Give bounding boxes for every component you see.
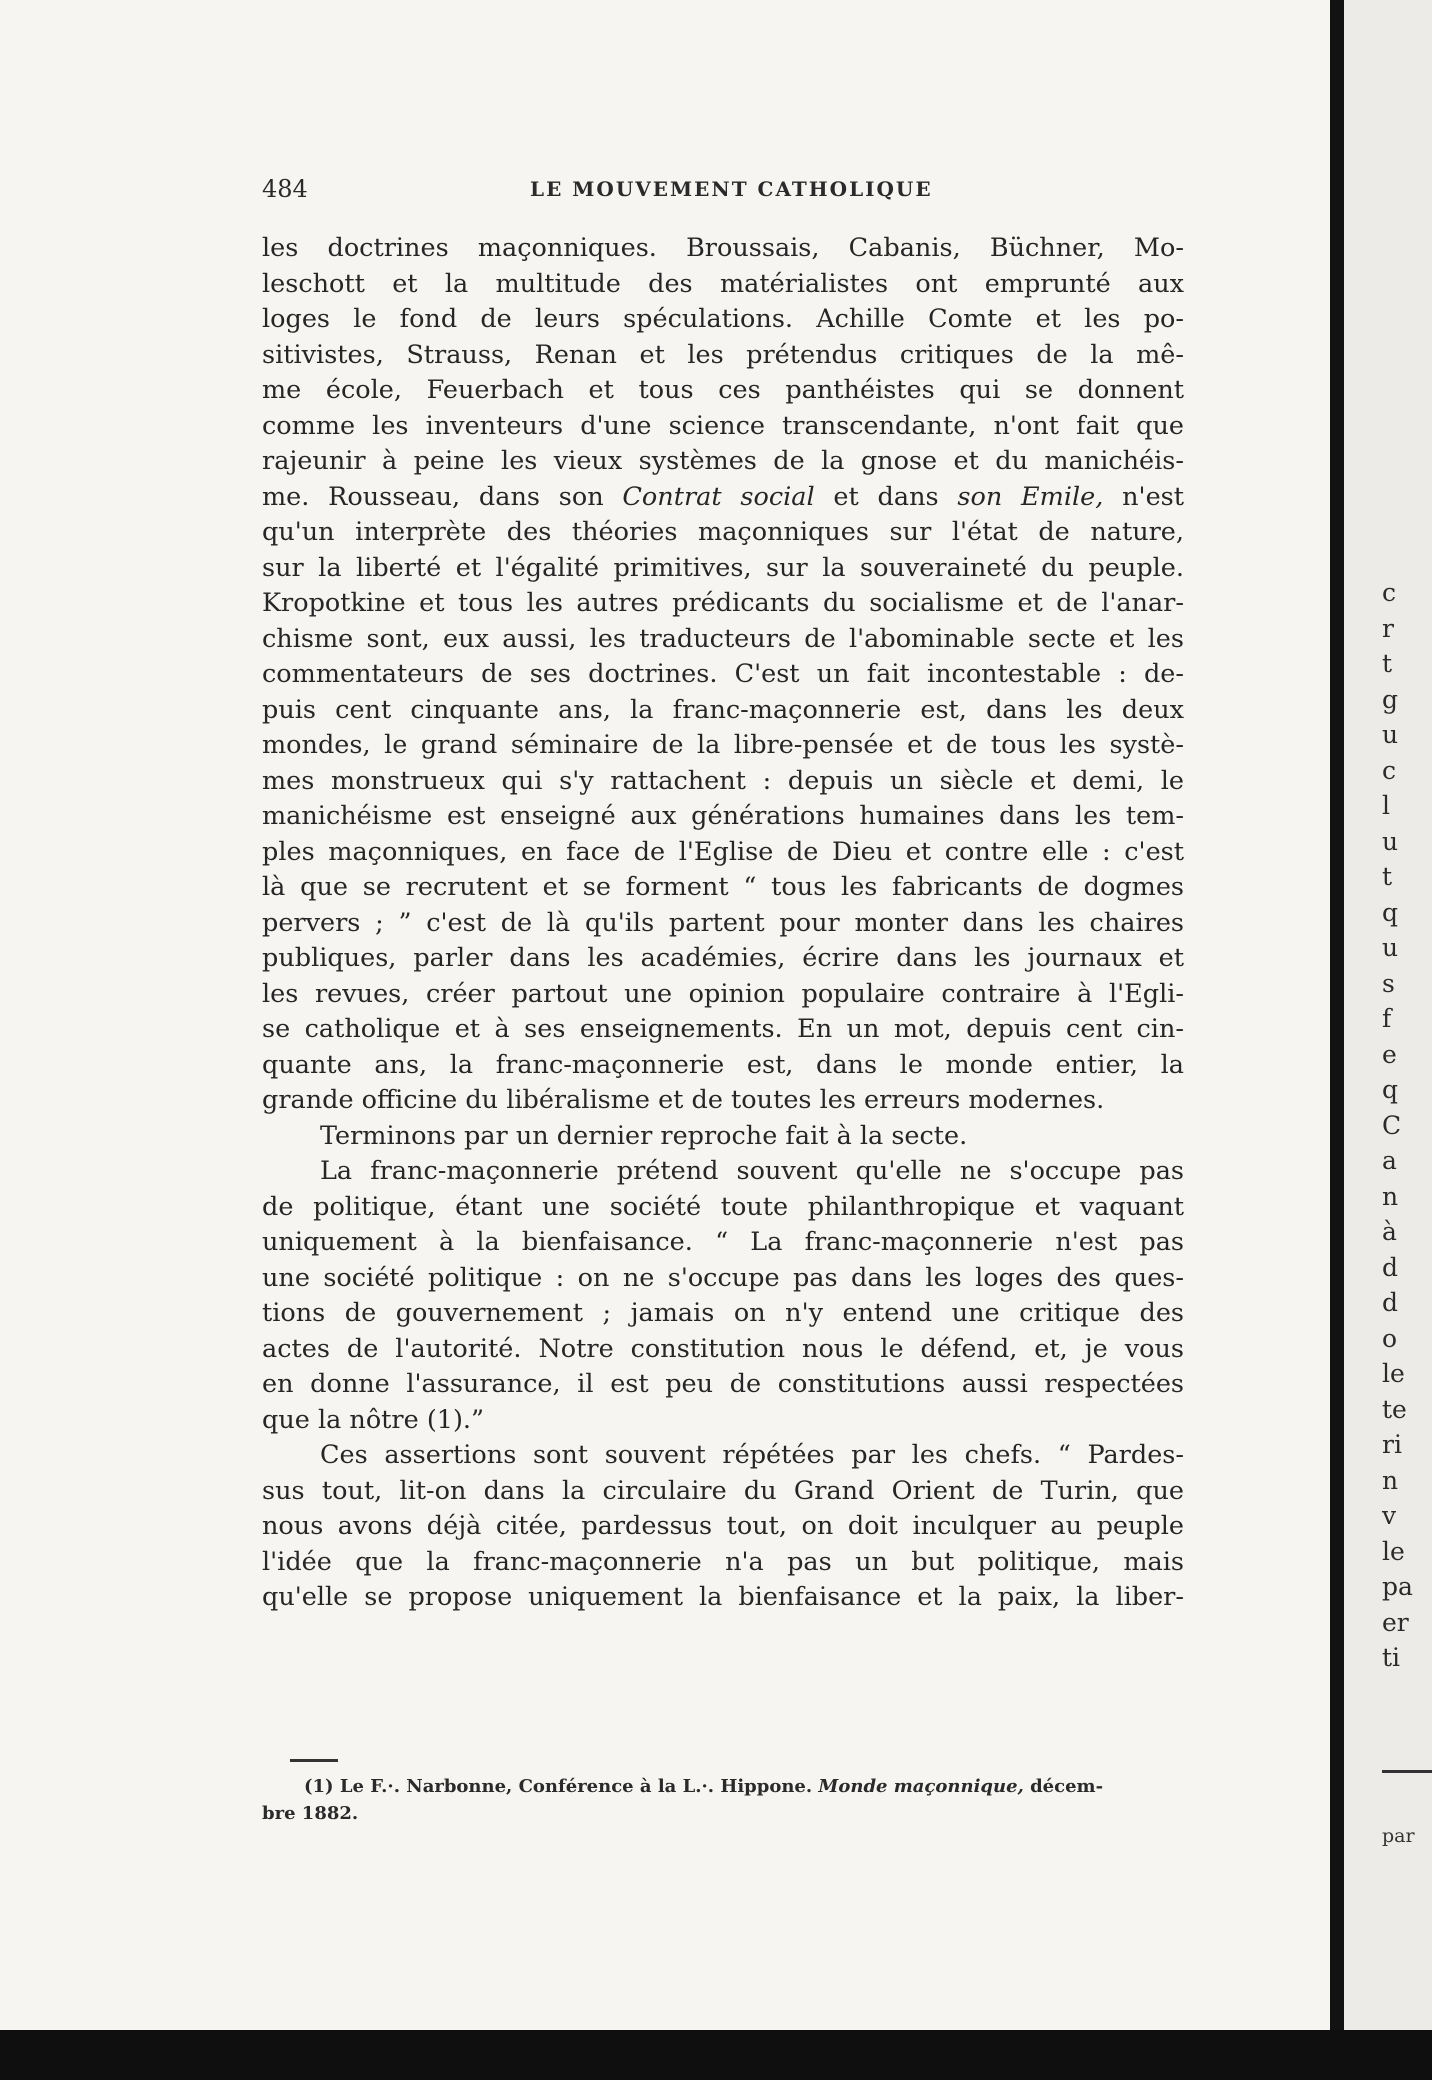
page-header: [262, 175, 1181, 205]
text-line: mes monstrueux qui s'y rattachent : depuis un siècle et demi, le: [262, 765, 1184, 796]
text-segment: décem-: [1023, 1776, 1104, 1797]
facing-page-letter: pa: [1382, 1572, 1413, 1601]
text-line: grande officine du libéralisme et de toutes les erreurs modernes.: [262, 1085, 1105, 1115]
facing-page-letter: t: [1382, 862, 1393, 891]
text-line: quante ans, la franc-maçonnerie est, dans le monde entier, la: [262, 1049, 1184, 1080]
facing-page-letter: g: [1382, 684, 1399, 714]
text-line: que la nôtre (1).”: [262, 1404, 485, 1435]
text-line: sur la liberté et l'égalité primitives, sur la souveraineté du peuple.: [262, 552, 1184, 583]
facing-page-letter: ti: [1382, 1643, 1401, 1672]
italic-title: son Emile,: [957, 481, 1104, 512]
text-line: chisme sont, eux aussi, les traducteurs de l'abominable secte et les: [262, 623, 1184, 654]
text-line: qu'elle se propose uniquement la bienfaisance et la paix, la liber-: [262, 1582, 1184, 1612]
text-segment: (1) Le F.·. Narbonne, Conférence à la L.·. Hippone.: [304, 1776, 819, 1797]
text-line: La franc-maçonnerie prétend souvent qu'elle ne s'occupe pas: [320, 1156, 1184, 1186]
text-line: sitivistes, Strauss, Renan et les prétendus critiques de la mê-: [262, 339, 1184, 370]
text-line: rajeunir à peine les vieux systèmes de la gnose et du manichéis-: [262, 446, 1184, 476]
italic-title: Monde maçonnique,: [818, 1776, 1024, 1797]
facing-page-letter: t: [1382, 649, 1393, 678]
text-line: nous avons déjà citée, pardessus tout, on doit inculquer au peuple: [262, 1511, 1184, 1541]
text-line: mondes, le grand séminaire de la libre-pensée et de tous les systè-: [262, 730, 1184, 760]
text-line: les doctrines maçonniques. Broussais, Cabanis, Büchner, Mo-: [262, 233, 1184, 263]
facing-page-letter: ri: [1382, 1430, 1402, 1459]
text-line: Ces assertions sont souvent répétées par les chefs. “ Pardes-: [320, 1440, 1184, 1470]
text-line: puis cent cinquante ans, la franc-maçonnerie est, dans les deux: [262, 694, 1184, 725]
text-line: commentateurs de ses doctrines. C'est un fait incontestable : de-: [262, 659, 1184, 689]
facing-page-rule: [1382, 1770, 1432, 1773]
facing-page-letter: c: [1382, 578, 1397, 607]
facing-page-letter: q: [1382, 1075, 1399, 1104]
facing-page-letter: à: [1382, 1217, 1397, 1246]
text-segment: me. Rousseau, dans son: [262, 481, 623, 512]
facing-page-letter: a: [1382, 1146, 1397, 1175]
text-line: pervers ; ” c'est de là qu'ils partent pour monter dans les chaires: [262, 907, 1184, 938]
text-line: uniquement à la bienfaisance. “ La franc-maçonnerie n'est pas: [262, 1227, 1184, 1257]
text-line: les revues, créer partout une opinion populaire contraire à l'Egli-: [262, 978, 1184, 1009]
facing-page-edge: [1330, 0, 1432, 2030]
text-line: Terminons par un dernier reproche fait à la secte.: [320, 1120, 968, 1151]
facing-page-letter: e: [1382, 1039, 1397, 1069]
facing-page-letter: C: [1382, 1110, 1402, 1140]
facing-page-letter: r: [1382, 613, 1394, 643]
text-line: [262, 480, 1184, 516]
running-head: LE MOUVEMENT CATHOLIQUE: [530, 177, 933, 201]
facing-page-letter: u: [1382, 933, 1399, 962]
text-line: loges le fond de leurs spéculations. Achille Comte et les po-: [262, 304, 1184, 334]
text-line: publiques, parler dans les académies, écrire dans les journaux et: [262, 943, 1184, 973]
body-text: [262, 231, 1184, 1616]
text-line: en donne l'assurance, il est peu de constitutions aussi respectées: [262, 1369, 1184, 1399]
facing-page-letter: le: [1382, 1359, 1405, 1388]
facing-page-foot: par: [1382, 1825, 1415, 1847]
text-line: une société politique : on ne s'occupe pas dans les loges des ques-: [262, 1262, 1184, 1293]
text-line: qu'un interprète des théories maçonniques sur l'état de nature,: [262, 517, 1184, 547]
facing-page-letter: q: [1382, 897, 1399, 927]
facing-page-letter: n: [1382, 1181, 1399, 1211]
facing-page-letter: u: [1382, 826, 1399, 856]
text-line: tions de gouvernement ; jamais on n'y entend une critique des: [262, 1298, 1184, 1328]
facing-page-letter: c: [1382, 755, 1397, 785]
text-line: me école, Feuerbach et tous ces panthéistes qui se donnent: [262, 375, 1184, 405]
facing-page-letter: d: [1382, 1252, 1399, 1282]
text-line: ples maçonniques, en face de l'Eglise de Dieu et contre elle : c'est: [262, 836, 1184, 867]
footnote-divider: [290, 1759, 338, 1762]
text-line: comme les inventeurs d'une science transcendante, n'ont fait que: [262, 410, 1184, 441]
facing-page-letter: s: [1382, 968, 1395, 998]
text-line: actes de l'autorité. Notre constitution nous le défend, et, je vous: [262, 1333, 1184, 1364]
text-line: manichéisme est enseigné aux générations humaines dans les tem-: [262, 801, 1184, 831]
scan-bottom-band: [0, 2030, 1432, 2080]
facing-page-letter: te: [1382, 1394, 1407, 1424]
text-line: de politique, étant une société toute philanthropique et vaquant: [262, 1191, 1184, 1222]
footnote: [262, 1773, 1184, 1827]
facing-page-letter: l: [1382, 791, 1390, 820]
text-line: leschott et la multitude des matérialistes ont emprunté aux: [262, 268, 1184, 299]
facing-page-letter: v: [1382, 1501, 1397, 1530]
text-line: Kropotkine et tous les autres prédicants du socialisme et de l'anar-: [262, 588, 1184, 618]
facing-page-letter: d: [1382, 1288, 1399, 1317]
italic-title: Contrat social: [622, 481, 815, 512]
page-number: 484: [262, 175, 308, 203]
facing-page-letter: er: [1382, 1607, 1409, 1637]
text-line: sus tout, lit-on dans la circulaire du Grand Orient de Turin, que: [262, 1475, 1184, 1506]
text-line: se catholique et à ses enseignements. En un mot, depuis cent cin-: [262, 1014, 1184, 1044]
footnote-line: [262, 1773, 1184, 1800]
facing-page-letter: f: [1382, 1004, 1392, 1033]
facing-page-letter: u: [1382, 720, 1399, 749]
text-segment: et dans: [814, 481, 958, 512]
text-line: l'idée que la franc-maçonnerie n'a pas un but politique, mais: [262, 1546, 1184, 1577]
footnote-line: bre 1882.: [262, 1803, 359, 1824]
facing-page-letter: n: [1382, 1465, 1399, 1495]
facing-page-letter: le: [1382, 1536, 1405, 1566]
facing-page-letters: [1382, 575, 1413, 1676]
text-segment: n'est: [1103, 481, 1184, 512]
text-line: là que se recrutent et se forment “ tous les fabricants de dogmes: [262, 872, 1184, 902]
facing-page-letter: o: [1382, 1323, 1398, 1353]
